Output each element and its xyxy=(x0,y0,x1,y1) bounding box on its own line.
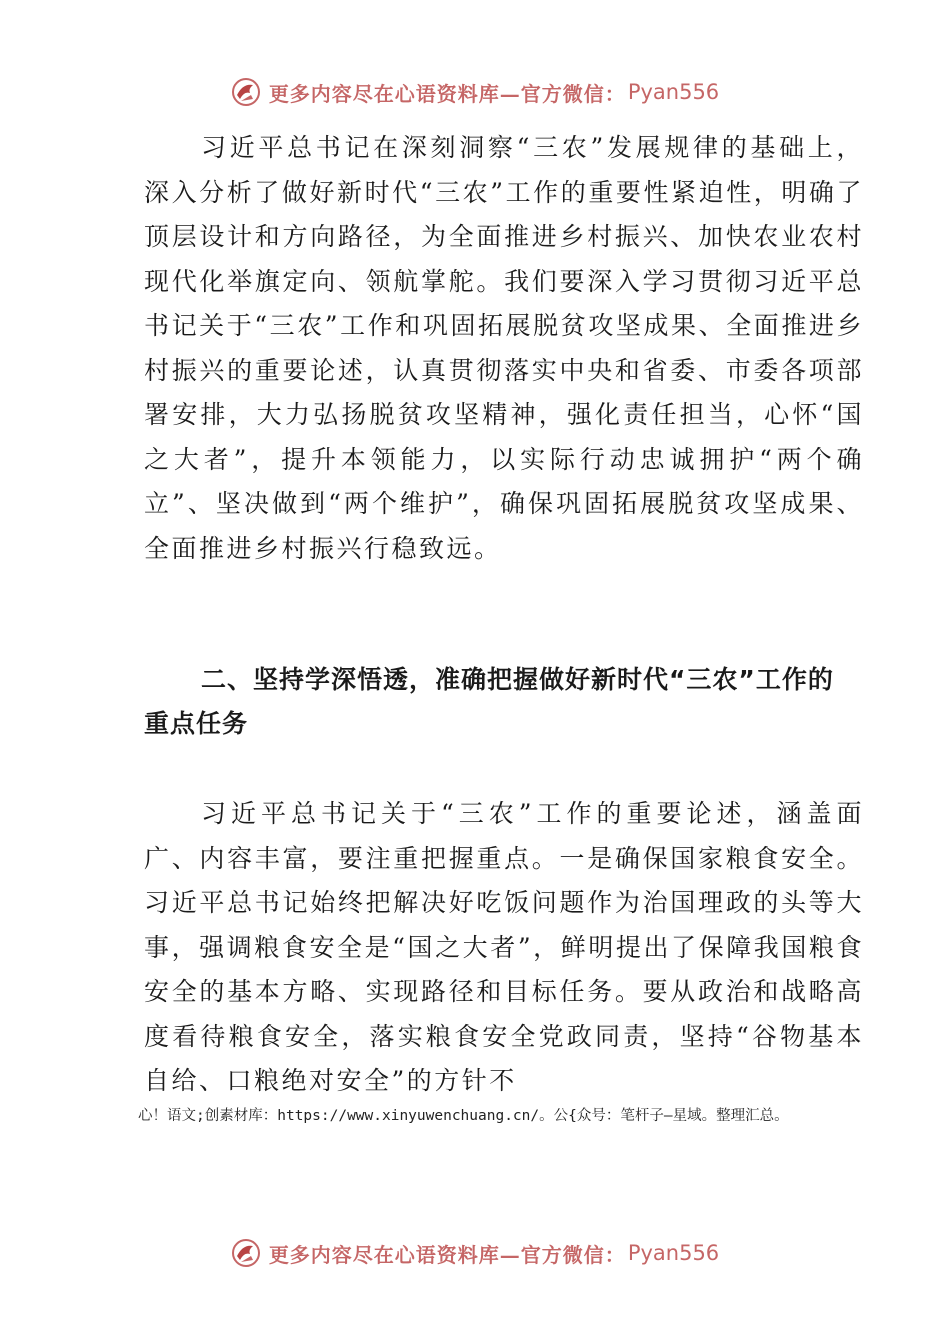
watermark-header xyxy=(0,67,950,117)
body-paragraph-1: 习近平总书记在深刻洞察“三农”发展规律的基础上，深入分析了做好新时代“三农”工作的重要性紧迫性，明确了顶层设计和方向路径，为全面推进乡村振兴、加快农业农村现代化举旗定向、领航掌舵。我们要深入学习贯彻习近平总书记关于“三农”工作和巩固拓展脱贫攻坚成果、全面推进乡村振兴的重要论述，认真贯彻落实中央和省委、市委各项部署安排，大力弘扬脱贫攻坚精神，强化责任担当，心怀“国之大者”，提升本领能力，以实际行动忠诚拥护“两个确立”、坚决做到“两个维护”，确保巩固拓展脱贫攻坚成果、全面推进乡村振兴行稳致远。 xyxy=(144,133,864,563)
section-heading-2: 二、坚持学深悟透，准确把握做好新时代“三农”工作的重点任务 xyxy=(144,665,834,738)
watermark-text: 更多内容尽在心语资料库—官方微信： xyxy=(268,1242,626,1267)
watermark-wechat-id: Pyan556 xyxy=(627,80,720,104)
watermark-text: 更多内容尽在心语资料库—官方微信： xyxy=(268,81,626,106)
red-bird-logo-icon xyxy=(231,77,261,107)
footnote-source: 心！语文;创素材库：https://www.xinyuwenchuang.cn/。公{众号：笔杆子—星域。整理汇总。 xyxy=(138,1108,789,1124)
body-paragraph-2: 习近平总书记关于“三农”工作的重要论述，涵盖面广、内容丰富，要注重把握重点。一是确保国家粮食安全。习近平总书记始终把解决好吃饭问题作为治国理政的头等大事，强调粮食安全是“国之大者”，鲜明提出了保障我国粮食安全的基本方略、实现路径和目标任务。要从政治和战略高度看待粮食安全，落实粮食安全党政同责，坚持“谷物基本自给、口粮绝对安全”的方针不 xyxy=(144,799,864,1095)
watermark-wechat-id: Pyan556 xyxy=(627,1241,720,1265)
watermark-footer xyxy=(0,1228,950,1278)
red-bird-logo-icon xyxy=(231,1238,261,1268)
